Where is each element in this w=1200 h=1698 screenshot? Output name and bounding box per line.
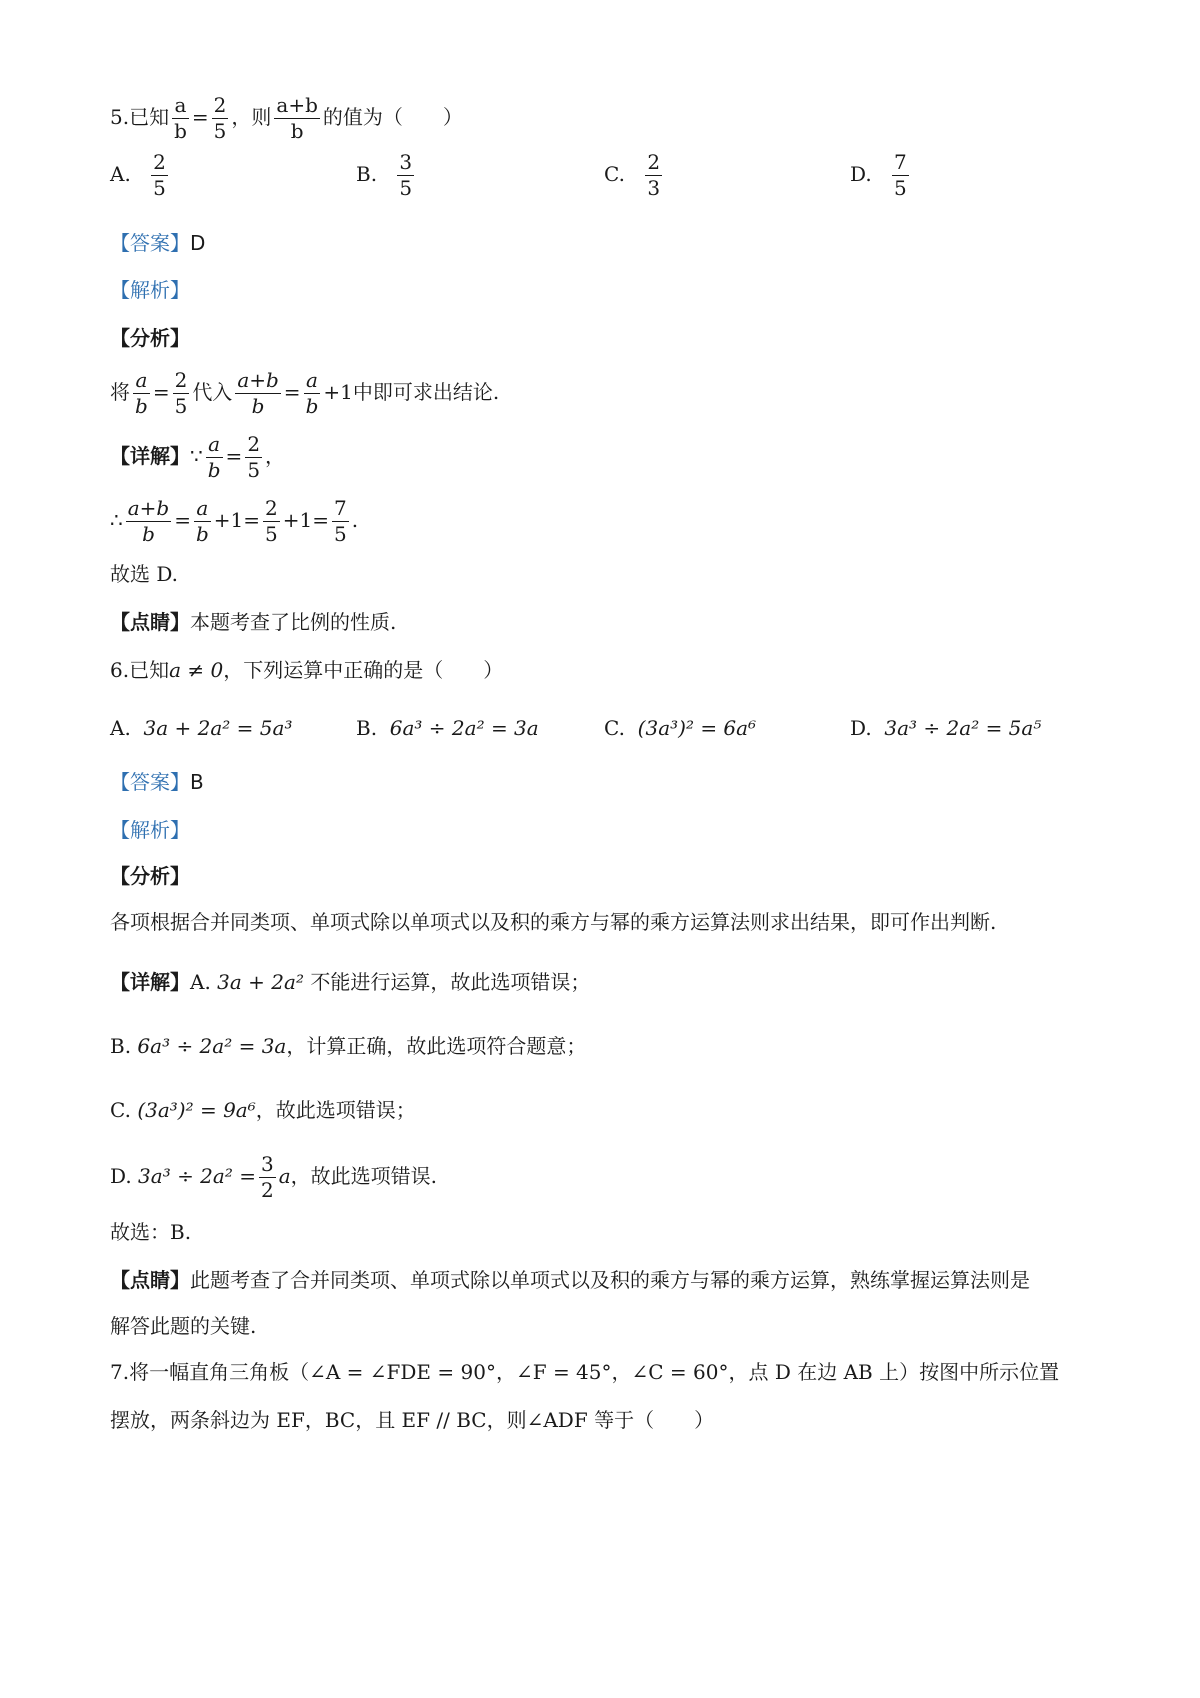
q6-analysis-tag: 【解析】 (110, 818, 190, 842)
q5-fenxi-content: 将 $\frac{a}{b}$ = $\frac{2}{5}$ 代入 $\frac{a+b}{b}$ = $\frac{a}{b}$ +1中即可求出结论. (110, 368, 500, 418)
q6-choose: 故选：B. (110, 1220, 192, 1244)
q6-detail-d: D. 3a³ ÷ 2a² = $\frac{3}{2}$ a，故此选项错误. (110, 1152, 437, 1202)
q5-option-a: A. $\frac{2}{5}$ (110, 150, 166, 200)
q6-fenxi-content: 各项根据合并同类项、单项式除以单项式以及积的乘方与幂的乘方运算法则求出结果，即可作出判断. (110, 910, 997, 934)
q6-detail-c: C. (3a³)² = 9a⁶，故此选项错误； (110, 1098, 416, 1122)
q5-condition-value: $\frac{2}{5}$ (213, 93, 227, 143)
q5-comment: 【点睛】本题考查了比例的性质. (110, 610, 397, 634)
q6-comment-line-1: 【点睛】此题考查了合并同类项、单项式除以单项式以及积的乘方与幂的乘方运算，熟练掌握运算法则是 (110, 1268, 1030, 1292)
q5-option-d: D. $\frac{7}{5}$ (850, 150, 907, 200)
question-7-stem-line-1: 7.将一幅直角三角板（∠A = ∠FDE = 90°，∠F = 45°，∠C = 60°，点 D 在边 AB 上）按图中所示位置 (110, 1360, 1060, 1384)
q5-detail-line-2: ∴ $\frac{a+b}{b}$ = $\frac{a}{b}$ +1= $\frac{2}{5}$ +1= $\frac{7}{5}$ . (110, 496, 359, 546)
q6-detail-a: 【详解】A. 3a + 2a² 不能进行运算，故此选项错误； (110, 970, 591, 994)
q5-prefix: 5.已知 (110, 105, 170, 129)
q5-condition-fraction: $\frac{a}{b}$ (174, 93, 187, 143)
q6-comment-line-2: 解答此题的关键. (110, 1314, 257, 1338)
q5-fenxi-tag: 【分析】 (110, 326, 190, 350)
question-7-stem-line-2: 摆放，两条斜边为 EF，BC，且 EF // BC，则∠ADF 等于（ ） (110, 1408, 715, 1432)
q6-option-c: C. (3a³)² = 6a⁶ (604, 716, 757, 740)
question-5-stem: 5.已知 $\frac{a}{b}$ = $\frac{2}{5}$ ，则 $\frac{a+b}{b}$ 的值为（ ） (110, 93, 463, 143)
q6-answer: 【答案】B (110, 770, 204, 794)
q6-option-b: B. 6a³ ÷ 2a² = 3a (356, 716, 539, 740)
q5-answer: 【答案】D (110, 231, 206, 255)
q6-option-d: D. 3a³ ÷ 2a² = 5a⁵ (850, 716, 1042, 740)
q6-answer-value: B (190, 770, 204, 794)
question-6-stem: 6.已知a ≠ 0，下列运算中正确的是（ ） (110, 658, 504, 682)
q5-option-b: B. $\frac{3}{5}$ (356, 150, 413, 200)
q5-detail-line-1: 【详解】∵ $\frac{a}{b}$ = $\frac{2}{5}$ ， (110, 432, 286, 482)
q5-choose: 故选 D. (110, 562, 179, 586)
q6-fenxi-tag: 【分析】 (110, 864, 190, 888)
q5-answer-value: D (190, 231, 206, 255)
q5-analysis-tag: 【解析】 (110, 278, 190, 302)
q5-expression-fraction: $\frac{a+b}{b}$ (276, 93, 318, 143)
q6-option-a: A. 3a + 2a² = 5a³ (110, 716, 293, 740)
q6-detail-b: B. 6a³ ÷ 2a² = 3a，计算正确，故此选项符合题意； (110, 1034, 587, 1058)
q5-option-c: C. $\frac{2}{3}$ (604, 150, 661, 200)
